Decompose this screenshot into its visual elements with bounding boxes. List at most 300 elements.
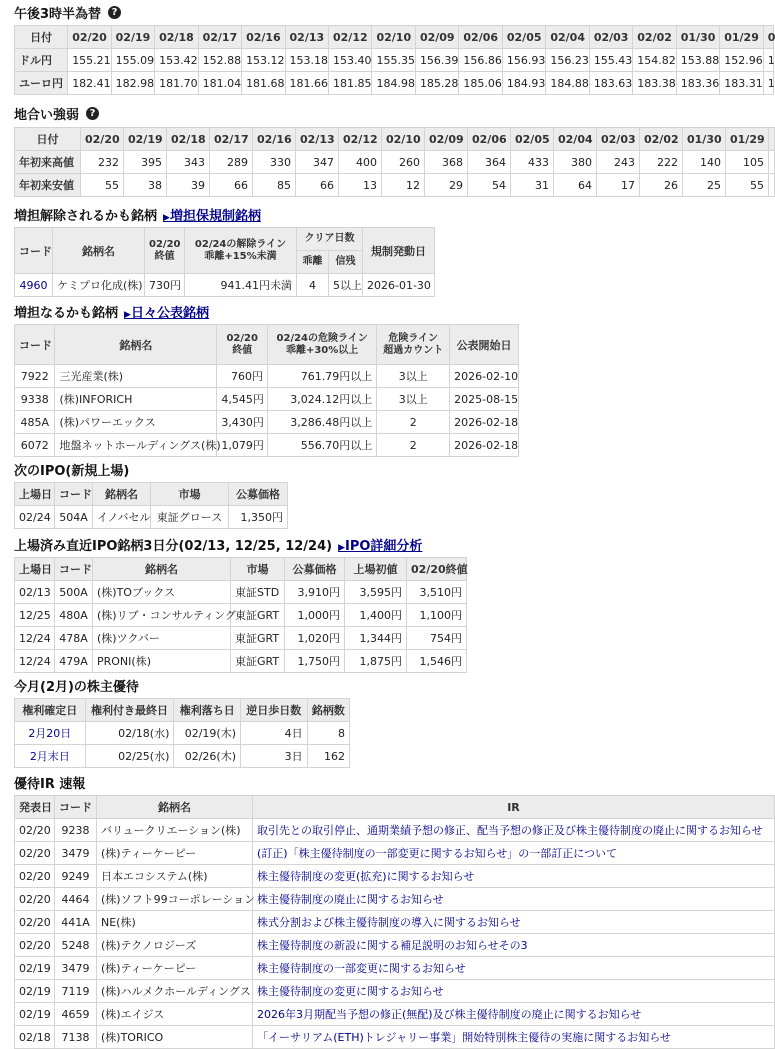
ir-link[interactable]: 「イーサリアム(ETH)トレジャリー事業」開始特別株主優待の実施に関するお知らせ xyxy=(257,1031,671,1044)
kairi-cell: 4 xyxy=(297,274,329,297)
count-cell: 105 xyxy=(726,151,769,174)
line-cell: 761.79円以上 xyxy=(267,365,376,388)
table-cell: 02/13 xyxy=(15,581,55,604)
date-header: 02/20 xyxy=(81,128,124,151)
table-cell: 1,020円 xyxy=(285,627,345,650)
date-header: 01/30 xyxy=(683,128,726,151)
fx-title-text: 午後3時半為替 xyxy=(14,7,102,22)
rate-cell: 155.09 xyxy=(111,49,154,72)
rate-cell: 153.18 xyxy=(285,49,328,72)
table-cell: 02/24 xyxy=(15,506,55,529)
column-header: 権利落ち日 xyxy=(174,699,241,722)
ir-link[interactable]: (訂正)「株主優待制度の一部変更に関するお知らせ」の一部訂正について xyxy=(257,847,618,860)
release-title-text: 増担解除されるかも銘柄 xyxy=(14,209,158,224)
date-cell: 02/20 xyxy=(15,865,55,888)
table-row xyxy=(15,151,775,174)
date-header: 02/02 xyxy=(633,26,676,49)
code-cell: 4464 xyxy=(55,888,97,911)
table-cell: 480A xyxy=(55,604,93,627)
code-cell: 6072 xyxy=(15,434,55,457)
table-cell: (株)リブ・コンサルティング xyxy=(93,604,231,627)
rate-cell: 185.06 xyxy=(459,72,502,95)
count-cell: 13 xyxy=(339,174,382,197)
help-icon[interactable]: ? xyxy=(86,107,99,120)
header-row xyxy=(15,228,435,251)
name-cell: (株)ハルメクホールディングス xyxy=(97,980,253,1003)
rate-cell: 181.85 xyxy=(329,72,372,95)
rate-cell: 184.88 xyxy=(546,72,589,95)
table-cell: 1,100円 xyxy=(407,604,467,627)
date-cell: 02/20 xyxy=(15,934,55,957)
date-header: 02/13 xyxy=(285,26,328,49)
count-cell: 38 xyxy=(124,174,167,197)
table-cell: 3日 xyxy=(241,745,308,768)
name-cell: (株)テクノロジーズ xyxy=(97,934,253,957)
header-row xyxy=(15,483,288,506)
name-cell: (株)ソフト99コーポレーション xyxy=(97,888,253,911)
column-header: 上場日 xyxy=(15,558,55,581)
date-cell: 02/18 xyxy=(15,1026,55,1049)
ir-link[interactable]: 株主優待制度の一部変更に関するお知らせ xyxy=(257,962,466,975)
date-cell: 2026-02-18 xyxy=(450,434,519,457)
date-header: 02/20 xyxy=(68,26,111,49)
table-cell: 1,750円 xyxy=(285,650,345,673)
rate-cell: 181.66 xyxy=(285,72,328,95)
date-header: 02/09 xyxy=(425,128,468,151)
ir-title xyxy=(14,773,85,792)
count-cell: 347 xyxy=(296,151,339,174)
header-row xyxy=(15,26,774,49)
column-header: 権利付き最終日 xyxy=(85,699,174,722)
name-cell: バリュークリエーション(株) xyxy=(97,819,253,842)
table-row xyxy=(15,274,435,297)
rate-cell: 153.42 xyxy=(155,49,198,72)
count-cell: 66 xyxy=(210,174,253,197)
rate-cell: 183.31 xyxy=(720,72,763,95)
date-header: 02/19 xyxy=(124,128,167,151)
date-header: 02/18 xyxy=(155,26,198,49)
table-cell: (株)TOブックス xyxy=(93,581,231,604)
table-row xyxy=(15,745,350,768)
date-cell: 2026-01-30 xyxy=(363,274,435,297)
rate-cell: 155.21 xyxy=(68,49,111,72)
table-row xyxy=(15,722,350,745)
code-cell: 7922 xyxy=(15,365,55,388)
line-cell: 941.41円未満 xyxy=(185,274,297,297)
ir-link[interactable]: 株式分割および株主優待制度の導入に関するお知らせ xyxy=(257,916,521,929)
count-cell: 55 xyxy=(726,174,769,197)
rate-cell: 152.96 xyxy=(720,49,763,72)
date-cell: 02/20 xyxy=(15,842,55,865)
header-name: 銘柄名 xyxy=(55,325,217,365)
rate-cell: 153.40 xyxy=(329,49,372,72)
ir-link[interactable]: 取引先との取引停止、通期業績予想の修正、配当予想の修正及び株主優待制度の廃止に関するお知らせ xyxy=(257,824,763,837)
date-header: 02/17 xyxy=(198,26,241,49)
strength-table xyxy=(14,127,775,197)
table-cell: 162 xyxy=(307,745,349,768)
rate-cell: 156.23 xyxy=(546,49,589,72)
table-row xyxy=(15,865,775,888)
table-cell: 東証STD xyxy=(231,581,285,604)
count-cell: 17 xyxy=(597,174,640,197)
rate-cell: 156.86 xyxy=(459,49,502,72)
danger-link-text: 日々公表銘柄 xyxy=(130,306,209,321)
count-cell: 364 xyxy=(468,151,511,174)
date-header: 02/05 xyxy=(511,128,554,151)
table-row xyxy=(15,911,775,934)
table-cell: 1,400円 xyxy=(345,604,407,627)
ir-link[interactable]: 株主優待制度の新設に関する補足説明のお知らせその3 xyxy=(257,939,528,952)
ir-cell xyxy=(253,957,775,980)
yutai-table xyxy=(14,698,350,768)
count-cell: 39 xyxy=(167,174,210,197)
ipo-detail-link-text: IPO詳細分析 xyxy=(344,539,423,554)
ir-cell xyxy=(253,934,775,957)
code-cell: 7119 xyxy=(55,980,97,1003)
line-cell: 556.70円以上 xyxy=(267,434,376,457)
table-row xyxy=(15,980,775,1003)
count-cell: 433 xyxy=(511,151,554,174)
table-row xyxy=(15,72,774,95)
count-cell: 31 xyxy=(511,174,554,197)
help-icon[interactable]: ? xyxy=(108,6,121,19)
header-code: コード xyxy=(15,228,53,274)
table-cell: 1,875円 xyxy=(345,650,407,673)
ipo-title-text: 次のIPO(新規上場) xyxy=(14,464,130,479)
header-row xyxy=(15,128,775,151)
overflow-cell xyxy=(769,174,775,197)
header-kairi: 乖離 xyxy=(297,251,329,274)
table-cell: 02/26(木) xyxy=(174,745,241,768)
column-header: 公募価格 xyxy=(229,483,288,506)
record-date-link[interactable]: 2月末日 xyxy=(29,750,70,763)
table-cell: 3,510円 xyxy=(407,581,467,604)
record-date-cell xyxy=(15,745,86,768)
column-header: コード xyxy=(55,796,97,819)
date-header: 02/03 xyxy=(589,26,632,49)
table-cell: 754円 xyxy=(407,627,467,650)
count-cell: 2 xyxy=(377,434,450,457)
date-header: 01/29 xyxy=(720,26,763,49)
name-cell: 地盤ネットホールディングス(株) xyxy=(55,434,217,457)
name-cell: 日本エコシステム(株) xyxy=(97,865,253,888)
count-cell: 260 xyxy=(382,151,425,174)
code-cell: 5248 xyxy=(55,934,97,957)
rate-cell: 153.12 xyxy=(242,49,285,72)
table-row xyxy=(15,174,775,197)
header-close: 02/20 終値 xyxy=(217,325,268,365)
count-cell: 395 xyxy=(124,151,167,174)
rate-cell: 183.36 xyxy=(676,72,719,95)
ir-link[interactable]: 株主優待制度の変更(拡充)に関するお知らせ xyxy=(257,870,475,883)
danger-table xyxy=(14,324,519,457)
column-header: 銘柄数 xyxy=(307,699,349,722)
table-row xyxy=(15,506,288,529)
ir-cell xyxy=(253,1003,775,1026)
header-date: 日付 xyxy=(15,128,81,151)
ir-link[interactable]: 株主優待制度の廃止に関するお知らせ xyxy=(257,893,444,906)
recent-ipo-title-text: 上場済み直近IPO銘柄3日分(02/13, 12/25, 12/24) xyxy=(14,539,333,554)
line-cell: 3,286.48円以上 xyxy=(267,411,376,434)
table-cell: 504A xyxy=(55,506,93,529)
danger-link[interactable] xyxy=(124,302,209,321)
column-header: 銘柄名 xyxy=(97,796,253,819)
date-header: 02/19 xyxy=(111,26,154,49)
column-header: 銘柄名 xyxy=(93,483,151,506)
column-header: 上場初値 xyxy=(345,558,407,581)
column-header: コード xyxy=(55,558,93,581)
date-cell: 02/20 xyxy=(15,911,55,934)
row-label: ユーロ円 xyxy=(15,72,68,95)
rate-cell: 181.70 xyxy=(155,72,198,95)
stock-code-link[interactable]: 4960 xyxy=(19,278,48,292)
table-cell: (株)ツクバー xyxy=(93,627,231,650)
date-header: 01/30 xyxy=(676,26,719,49)
header-clear-days: クリア日数 xyxy=(297,228,363,251)
code-cell: 9238 xyxy=(55,819,97,842)
close-cell: 760円 xyxy=(217,365,268,388)
count-cell: 3以上 xyxy=(377,365,450,388)
ir-cell xyxy=(253,911,775,934)
date-cell: 02/19 xyxy=(15,980,55,1003)
strength-title xyxy=(14,104,99,123)
table-cell: 02/18(水) xyxy=(85,722,174,745)
rate-cell: 185.28 xyxy=(415,72,458,95)
table-row xyxy=(15,934,775,957)
name-cell: (株)ティーケーピー xyxy=(97,957,253,980)
header-row xyxy=(15,796,775,819)
ir-cell xyxy=(253,842,775,865)
column-header: 権利確定日 xyxy=(15,699,86,722)
date-header: 02/17 xyxy=(210,128,253,151)
count-cell: 54 xyxy=(468,174,511,197)
table-row xyxy=(15,434,519,457)
ir-title-text: 優待IR 速報 xyxy=(14,777,86,792)
close-cell: 3,430円 xyxy=(217,411,268,434)
triangle-right-icon: ▶ xyxy=(124,310,131,320)
rate-cell: 184.98 xyxy=(372,72,415,95)
column-header: 公募価格 xyxy=(285,558,345,581)
record-date-cell xyxy=(15,722,86,745)
name-cell: NE(株) xyxy=(97,911,253,934)
ir-cell xyxy=(253,980,775,1003)
header-row xyxy=(15,325,519,365)
name-cell: 三光産業(株) xyxy=(55,365,217,388)
header-row xyxy=(15,558,467,581)
code-cell: 485A xyxy=(15,411,55,434)
header-close: 02/20 終値 xyxy=(145,228,185,274)
date-header: 02/13 xyxy=(296,128,339,151)
count-cell: 64 xyxy=(554,174,597,197)
date-header: 0 xyxy=(763,26,773,49)
rate-cell: 155.43 xyxy=(589,49,632,72)
column-header: 逆日歩日数 xyxy=(241,699,308,722)
date-header: 02/16 xyxy=(253,128,296,151)
table-cell: 02/25(水) xyxy=(85,745,174,768)
rate-cell: 156.39 xyxy=(415,49,458,72)
ipo-table xyxy=(14,482,288,529)
table-row xyxy=(15,49,774,72)
release-title xyxy=(14,205,261,224)
close-cell: 4,545円 xyxy=(217,388,268,411)
table-cell: 東証GRT xyxy=(231,604,285,627)
table-row xyxy=(15,650,467,673)
column-header: 発表日 xyxy=(15,796,55,819)
table-row xyxy=(15,957,775,980)
table-row xyxy=(15,627,467,650)
count-cell: 343 xyxy=(167,151,210,174)
record-date-link[interactable]: 2月20日 xyxy=(28,727,72,740)
header-row xyxy=(15,699,350,722)
date-cell: 2025-08-15 xyxy=(450,388,519,411)
count-cell: 29 xyxy=(425,174,468,197)
column-header: IR xyxy=(253,796,775,819)
date-header: 02/04 xyxy=(546,26,589,49)
ipo-detail-link[interactable] xyxy=(338,535,422,554)
date-header: 02/04 xyxy=(554,128,597,151)
count-cell: 243 xyxy=(597,151,640,174)
close-cell: 1,079円 xyxy=(217,434,268,457)
column-header: 市場 xyxy=(151,483,229,506)
header-shinzan: 信残 xyxy=(329,251,363,274)
date-cell: 02/20 xyxy=(15,888,55,911)
rate-cell: 184.93 xyxy=(502,72,545,95)
table-cell: 478A xyxy=(55,627,93,650)
table-cell: 3,595円 xyxy=(345,581,407,604)
rate-cell: 152.88 xyxy=(198,49,241,72)
date-cell: 2026-02-18 xyxy=(450,411,519,434)
table-cell: 3,910円 xyxy=(285,581,345,604)
rate-cell: 182.98 xyxy=(111,72,154,95)
count-cell: 12 xyxy=(382,174,425,197)
date-header: 02/12 xyxy=(339,128,382,151)
table-cell: 12/25 xyxy=(15,604,55,627)
count-cell: 66 xyxy=(296,174,339,197)
table-cell: 1,000円 xyxy=(285,604,345,627)
name-cell: (株)エイジス xyxy=(97,1003,253,1026)
code-cell: 9338 xyxy=(15,388,55,411)
name-cell: (株)INFORICH xyxy=(55,388,217,411)
release-link-text: 増担保規制銘柄 xyxy=(169,209,261,224)
yutai-title xyxy=(14,676,139,695)
count-cell: 25 xyxy=(683,174,726,197)
release-table xyxy=(14,227,435,297)
count-cell: 85 xyxy=(253,174,296,197)
count-cell: 26 xyxy=(640,174,683,197)
rate-cell: 154.82 xyxy=(633,49,676,72)
header-date: 日付 xyxy=(15,26,68,49)
triangle-right-icon: ▶ xyxy=(163,213,170,223)
ir-cell xyxy=(253,888,775,911)
date-header: 02/18 xyxy=(167,128,210,151)
ir-cell xyxy=(253,819,775,842)
rate-cell: 1 xyxy=(763,49,773,72)
code-cell: 3479 xyxy=(55,957,97,980)
table-row xyxy=(15,581,467,604)
header-count: 危険ライン 超過カウント xyxy=(377,325,450,365)
count-cell: 140 xyxy=(683,151,726,174)
count-cell: 289 xyxy=(210,151,253,174)
table-row xyxy=(15,604,467,627)
triangle-right-icon: ▶ xyxy=(338,543,345,553)
date-header: 01/29 xyxy=(726,128,769,151)
column-header: 市場 xyxy=(231,558,285,581)
date-header: 02/12 xyxy=(329,26,372,49)
table-row xyxy=(15,411,519,434)
table-cell: 500A xyxy=(55,581,93,604)
code-cell: 9249 xyxy=(55,865,97,888)
ir-cell xyxy=(253,1026,775,1049)
code-cell: 4659 xyxy=(55,1003,97,1026)
ir-cell xyxy=(253,865,775,888)
table-cell: 東証GRT xyxy=(231,650,285,673)
header-line: 02/24の解除ライン 乖離+15%未満 xyxy=(185,228,297,274)
row-label: 年初来安値 xyxy=(15,174,81,197)
date-header: 02/05 xyxy=(502,26,545,49)
date-header: 02/10 xyxy=(382,128,425,151)
table-row xyxy=(15,888,775,911)
count-cell: 368 xyxy=(425,151,468,174)
rate-cell: 181.68 xyxy=(242,72,285,95)
table-cell: 12/24 xyxy=(15,627,55,650)
row-label: 年初来高値 xyxy=(15,151,81,174)
ir-link[interactable]: 株主優待制度の変更に関するお知らせ xyxy=(257,985,444,998)
table-cell: 東証GRT xyxy=(231,627,285,650)
table-cell: 479A xyxy=(55,650,93,673)
count-cell: 330 xyxy=(253,151,296,174)
table-cell: 東証グロース xyxy=(151,506,229,529)
table-cell: PRONI(株) xyxy=(93,650,231,673)
ir-link[interactable]: 2026年3月期配当予想の修正(無配)及び株主優待制度の廃止に関するお知らせ xyxy=(257,1008,642,1021)
overflow-cell xyxy=(769,151,775,174)
date-header: 02/09 xyxy=(415,26,458,49)
date-header-overflow xyxy=(769,128,775,151)
ir-table xyxy=(14,795,775,1049)
rate-cell: 155.35 xyxy=(372,49,415,72)
table-cell: 4日 xyxy=(241,722,308,745)
table-row xyxy=(15,819,775,842)
row-label: ドル円 xyxy=(15,49,68,72)
table-row xyxy=(15,1026,775,1049)
count-cell: 55 xyxy=(81,174,124,197)
release-link[interactable] xyxy=(163,205,261,224)
date-header: 02/06 xyxy=(459,26,502,49)
header-start: 公表開始日 xyxy=(450,325,519,365)
danger-title-text: 増担なるかも銘柄 xyxy=(14,306,119,321)
count-cell: 400 xyxy=(339,151,382,174)
fx-table xyxy=(14,25,774,95)
rate-cell: 183.38 xyxy=(633,72,676,95)
header-name: 銘柄名 xyxy=(53,228,145,274)
table-cell: 02/19(木) xyxy=(174,722,241,745)
header-code: コード xyxy=(15,325,55,365)
date-header: 02/16 xyxy=(242,26,285,49)
count-cell: 2 xyxy=(377,411,450,434)
code-cell xyxy=(15,274,53,297)
table-cell: 1,344円 xyxy=(345,627,407,650)
header-line: 02/24の危険ライン 乖離+30%以上 xyxy=(267,325,376,365)
rate-cell: 156.93 xyxy=(502,49,545,72)
rate-cell: 1 xyxy=(763,72,773,95)
table-cell: 1,546円 xyxy=(407,650,467,673)
date-header: 02/02 xyxy=(640,128,683,151)
column-header: 銘柄名 xyxy=(93,558,231,581)
date-cell: 02/19 xyxy=(15,1003,55,1026)
rate-cell: 182.41 xyxy=(68,72,111,95)
count-cell: 232 xyxy=(81,151,124,174)
table-row xyxy=(15,388,519,411)
name-cell: (株)ティーケーピー xyxy=(97,842,253,865)
